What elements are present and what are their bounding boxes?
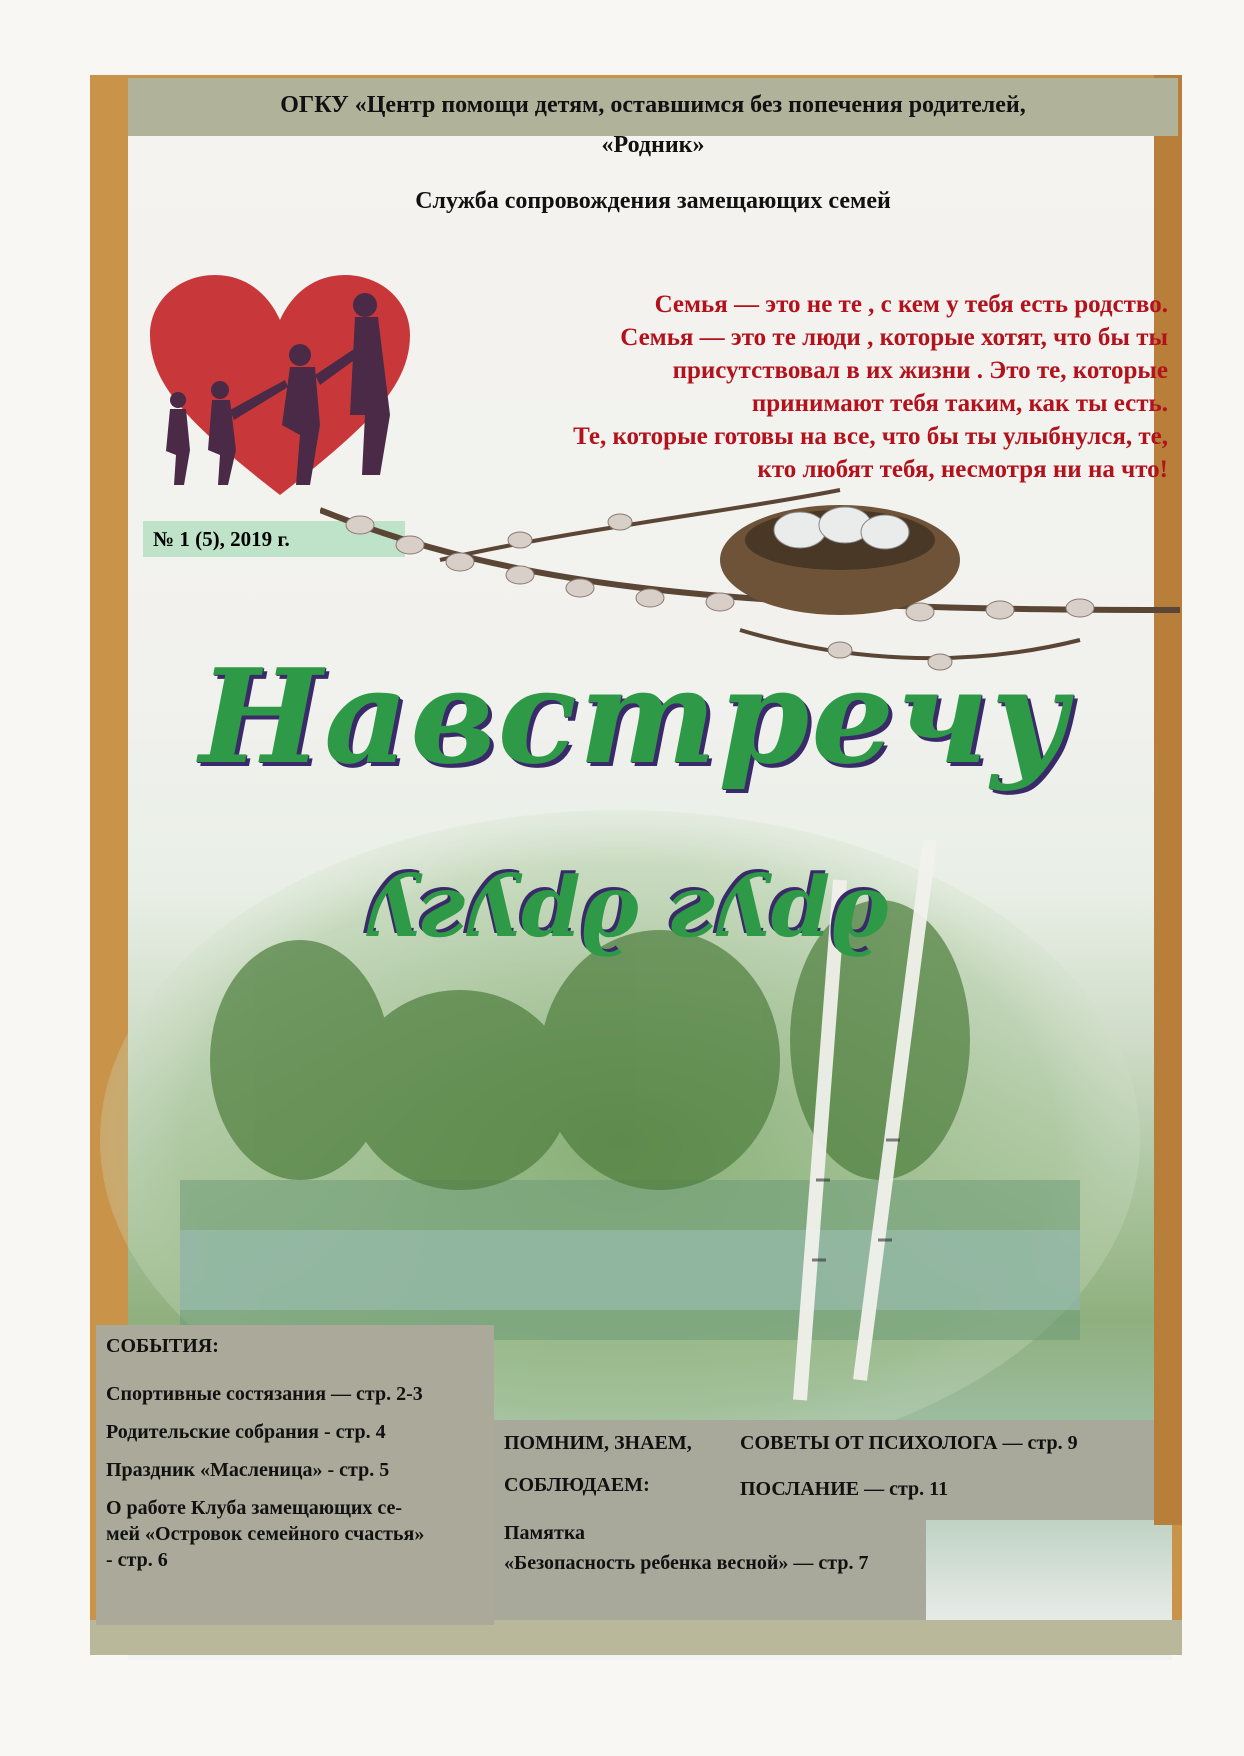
contents-item: СОВЕТЫ ОТ ПСИХОЛОГА — стр. 9 — [740, 1432, 1078, 1454]
contents-heading: СОБЫТИЯ: — [106, 1335, 219, 1357]
contents-item: мей «Островок семейного счастья» — [106, 1523, 425, 1545]
contents-item: «Безопасность ребенка весной» — стр. 7 — [504, 1552, 869, 1574]
contents-events-box — [96, 1325, 494, 1625]
family-quote — [448, 288, 1168, 486]
quote-line: присутствовал в их жизни . Это те, которые — [672, 357, 1168, 384]
quote-line: Семья — это не те , с кем у тебя есть родство. — [654, 291, 1168, 318]
quote-line: Те, которые готовы на все, что бы ты улыбнулся, те, — [573, 423, 1168, 450]
quote-line: Семья — это те люди , которые хотят, что бы ты — [620, 324, 1168, 351]
contents-item: Спортивные состязания — стр. 2-3 — [106, 1383, 423, 1405]
magazine-title: Навстречу — [199, 640, 1071, 793]
contents-psychology-box — [730, 1420, 1154, 1520]
contents-heading: СОБЛЮДАЕМ: — [504, 1474, 650, 1496]
contents-item: Праздник «Масленица» - стр. 5 — [106, 1459, 390, 1481]
quote-line: принимают тебя таким, как ты есть. — [751, 390, 1168, 417]
contents-item: О работе Клуба замещающих се- — [106, 1497, 403, 1519]
contents-item: ПОСЛАНИЕ — стр. 11 — [740, 1478, 949, 1500]
contents-item: Родительские собрания - стр. 4 — [106, 1421, 386, 1443]
service-name: Служба сопровождения замещающих семей — [415, 188, 891, 214]
magazine-subtitle: друг другу — [369, 870, 891, 971]
quote-line: кто любят тебя, несмотря ни на что! — [757, 456, 1168, 483]
contents-item: Памятка — [504, 1522, 586, 1544]
organization-subname: «Родник» — [601, 132, 705, 158]
organization-name: ОГКУ «Центр помощи детям, оставшимся без попечения родителей, — [280, 92, 1026, 118]
frame-bottom-bar — [90, 1620, 1182, 1655]
contents-item: - стр. 6 — [106, 1549, 168, 1571]
contents-heading: ПОМНИМ, ЗНАЕМ, — [504, 1432, 692, 1454]
issue-number: № 1 (5), 2019 г. — [143, 521, 405, 557]
